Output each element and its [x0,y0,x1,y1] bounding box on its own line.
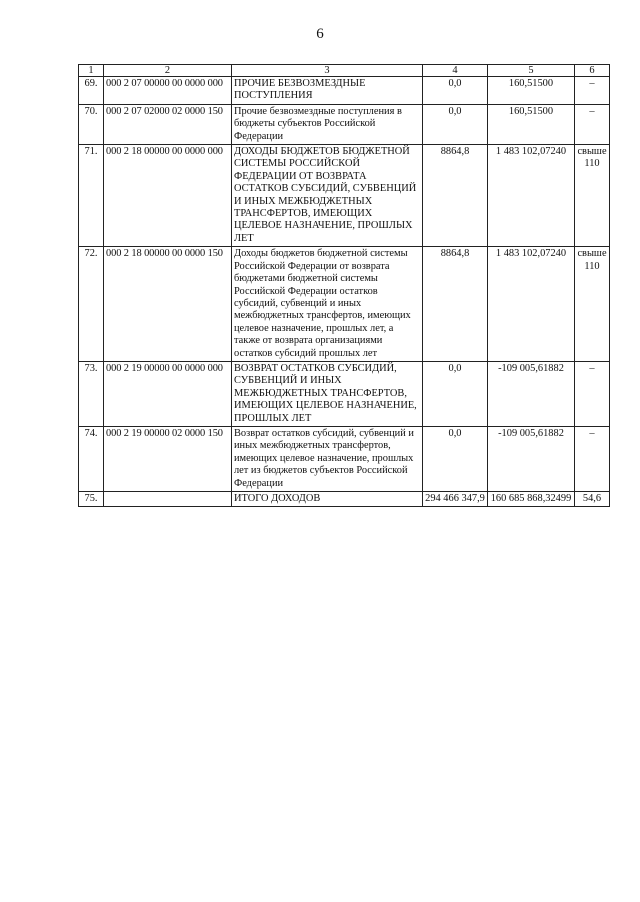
column-header: 2 [104,65,232,77]
actual-amount-cell: 160,51500 [488,77,575,105]
execution-percent-cell: свыше 110 [575,145,610,247]
actual-amount-cell: -109 005,61882 [488,426,575,491]
execution-percent-cell: – [575,104,610,144]
column-header: 3 [232,65,423,77]
page-number: 6 [316,26,324,42]
budget-code-cell: 000 2 19 00000 02 0000 150 [104,426,232,491]
revenue-name-cell: ВОЗВРАТ ОСТАТКОВ СУБСИДИЙ, СУБВЕНЦИЙ И ИНЫХ МЕЖБЮДЖЕТНЫХ ТРАНСФЕРТОВ, ИМЕЮЩИХ ЦЕЛЕВОЕ НАЗНАЧЕНИЕ, ПРОШЛЫХ ЛЕТ [232,361,423,426]
plan-amount-cell: 0,0 [423,361,488,426]
column-header: 6 [575,65,610,77]
table-row [79,104,610,144]
plan-amount-cell: 8864,8 [423,145,488,247]
revenue-name-cell: ПРОЧИЕ БЕЗВОЗМЕЗДНЫЕ ПОСТУПЛЕНИЯ [232,77,423,105]
table-row [79,426,610,491]
row-number-cell: 70. [79,104,104,144]
column-number-header-row [79,65,610,77]
revenue-name-cell: ДОХОДЫ БЮДЖЕТОВ БЮДЖЕТНОЙ СИСТЕМЫ РОССИЙСКОЙ ФЕДЕРАЦИИ ОТ ВОЗВРАТА ОСТАТКОВ СУБСИДИЙ, СУБВЕНЦИЙ И ИНЫХ МЕЖБЮДЖЕТНЫХ ТРАНСФЕРТОВ, ИМЕЮЩИХ ЦЕЛЕВОЕ НАЗНАЧЕНИЕ, ПРОШЛЫХ ЛЕТ [232,145,423,247]
revenue-name-cell: Прочие безвозмездные поступления в бюджеты субъектов Российской Федерации [232,104,423,144]
plan-amount-cell: 294 466 347,9 [423,492,488,507]
budget-code-cell: 000 2 07 02000 02 0000 150 [104,104,232,144]
plan-amount-cell: 0,0 [423,104,488,144]
plan-amount-cell: 0,0 [423,77,488,105]
actual-amount-cell: 1 483 102,07240 [488,247,575,362]
execution-percent-cell: – [575,426,610,491]
budget-code-cell: 000 2 18 00000 00 0000 150 [104,247,232,362]
plan-amount-cell: 8864,8 [423,247,488,362]
column-header: 5 [488,65,575,77]
plan-amount-cell: 0,0 [423,426,488,491]
execution-percent-cell: свыше 110 [575,247,610,362]
row-number-cell: 74. [79,426,104,491]
budget-code-cell: 000 2 07 00000 00 0000 000 [104,77,232,105]
table-row [79,361,610,426]
column-header: 1 [79,65,104,77]
table-row [79,247,610,362]
table-row [79,145,610,247]
actual-amount-cell: 160 685 868,32499 [488,492,575,507]
revenue-name-cell: Возврат остатков субсидий, субвенций и иных межбюджетных трансфертов, имеющих целевое назначение, прошлых лет из бюджетов субъектов Российской Федерации [232,426,423,491]
execution-percent-cell: 54,6 [575,492,610,507]
budget-code-cell: 000 2 18 00000 00 0000 000 [104,145,232,247]
actual-amount-cell: -109 005,61882 [488,361,575,426]
table-row [79,77,610,105]
actual-amount-cell: 1 483 102,07240 [488,145,575,247]
row-number-cell: 73. [79,361,104,426]
row-number-cell: 72. [79,247,104,362]
revenue-table [78,64,610,507]
revenue-name-cell: ИТОГО ДОХОДОВ [232,492,423,507]
row-number-cell: 75. [79,492,104,507]
row-number-cell: 71. [79,145,104,247]
column-header: 4 [423,65,488,77]
table-row [79,492,610,507]
execution-percent-cell: – [575,361,610,426]
budget-code-cell [104,492,232,507]
row-number-cell: 69. [79,77,104,105]
revenue-name-cell: Доходы бюджетов бюджетной системы Российской Федерации от возврата бюджетами бюджетной системы Российской Федерации остатков субсидий, субвенций и иных межбюджетных трансфертов, имеющих целевое назначение, прошлых лет, а также от возврата организациями остатков субсидий прошлых лет [232,247,423,362]
actual-amount-cell: 160,51500 [488,104,575,144]
budget-code-cell: 000 2 19 00000 00 0000 000 [104,361,232,426]
execution-percent-cell: – [575,77,610,105]
